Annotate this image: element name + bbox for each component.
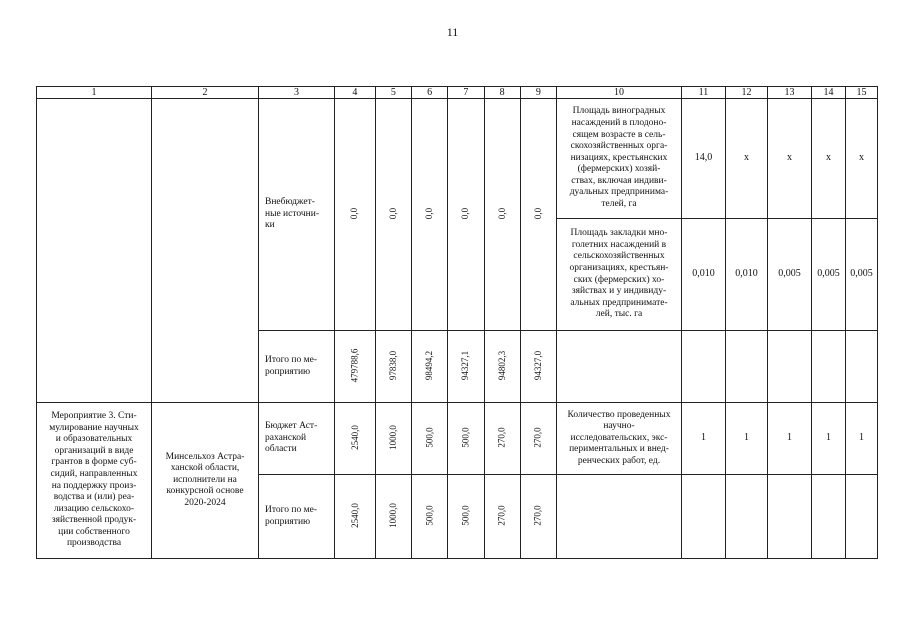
empty-cell [726, 475, 768, 559]
table-row [37, 99, 878, 219]
col-number: 14 [812, 87, 846, 99]
indicator-value: х [726, 99, 768, 219]
indicator-value: х [846, 99, 878, 219]
total-amount: 94802,3 [484, 331, 520, 403]
col-number: 13 [768, 87, 812, 99]
col-number: 1 [37, 87, 152, 99]
indicator-name: Площадь виноградных насаждений в плодоно- сящем возрасте в сель- скохозяйственных орга- низациях, крестьянских (фермерских) хозяй- ствах, включая индиви- дуальных предпринима- телей, га [557, 99, 682, 219]
col-number: 6 [412, 87, 448, 99]
amount-cell: 0,0 [448, 99, 484, 331]
col-number: 15 [846, 87, 878, 99]
total-amount: 97838,0 [375, 331, 411, 403]
empty-cell [682, 475, 726, 559]
empty-cell [557, 475, 682, 559]
total-label: Итого по ме- роприятию [259, 475, 335, 559]
amount-cell: 500,0 [448, 403, 484, 475]
page-number: 11 [446, 25, 459, 39]
total-amount: 270,0 [520, 475, 556, 559]
indicator-name: Площадь закладки мно- голетних насаждений в сельскохозяйственных организациях, крестьян- ских (фермерских) хо- зяйствах и у индивиду- альных предпринимате- лей, тыс. га [557, 219, 682, 331]
total-amount: 479788,6 [335, 331, 376, 403]
total-amount: 2540,0 [335, 475, 376, 559]
activity-cell [37, 99, 152, 403]
col-number: 5 [375, 87, 411, 99]
indicator-value: 0,010 [682, 219, 726, 331]
total-label: Итого по ме- роприятию [259, 331, 335, 403]
indicator-name: Количество проведенных научно- исследовательских, экс- периментальных и внед- ренческих работ, ед. [557, 403, 682, 475]
col-number: 2 [152, 87, 259, 99]
total-amount: 270,0 [484, 475, 520, 559]
indicator-value: 1 [768, 403, 812, 475]
empty-cell [726, 331, 768, 403]
total-amount: 500,0 [448, 475, 484, 559]
amount-cell: 1000,0 [375, 403, 411, 475]
executor-cell [152, 99, 259, 403]
col-number: 4 [335, 87, 376, 99]
col-number: 3 [259, 87, 335, 99]
amount-cell: 0,0 [520, 99, 556, 331]
col-number: 8 [484, 87, 520, 99]
total-amount: 94327,0 [520, 331, 556, 403]
amount-cell: 2540,0 [335, 403, 376, 475]
indicator-value: 1 [682, 403, 726, 475]
empty-cell [846, 331, 878, 403]
empty-cell [846, 475, 878, 559]
column-number-row [37, 87, 878, 99]
indicator-value: 0,005 [812, 219, 846, 331]
total-amount: 500,0 [412, 475, 448, 559]
indicator-value: 1 [846, 403, 878, 475]
total-amount: 98494,2 [412, 331, 448, 403]
empty-cell [812, 475, 846, 559]
col-number: 12 [726, 87, 768, 99]
col-number: 9 [520, 87, 556, 99]
empty-cell [768, 475, 812, 559]
program-table [36, 86, 878, 559]
indicator-value: 0,005 [846, 219, 878, 331]
col-number: 7 [448, 87, 484, 99]
empty-cell [812, 331, 846, 403]
empty-cell [682, 331, 726, 403]
indicator-value: х [812, 99, 846, 219]
executor-description: Минсельхоз Астра- ханской области, исполнители на конкурсной основе 2020-2024 [152, 403, 259, 559]
indicator-value: 14,0 [682, 99, 726, 219]
amount-cell: 0,0 [335, 99, 376, 331]
total-amount: 1000,0 [375, 475, 411, 559]
amount-cell: 0,0 [412, 99, 448, 331]
amount-cell: 500,0 [412, 403, 448, 475]
amount-cell: 0,0 [484, 99, 520, 331]
col-number: 11 [682, 87, 726, 99]
funding-source: Внебюджет- ные источни- ки [259, 99, 335, 331]
total-amount: 94327,1 [448, 331, 484, 403]
funding-source: Бюджет Аст- раханской области [259, 403, 335, 475]
indicator-value: х [768, 99, 812, 219]
indicator-value: 1 [726, 403, 768, 475]
empty-cell [768, 331, 812, 403]
amount-cell: 270,0 [520, 403, 556, 475]
indicator-value: 0,010 [726, 219, 768, 331]
amount-cell: 0,0 [375, 99, 411, 331]
indicator-value: 1 [812, 403, 846, 475]
empty-cell [557, 331, 682, 403]
indicator-value: 0,005 [768, 219, 812, 331]
activity-description: Мероприятие 3. Сти- мулирование научных и образовательных организаций в виде грантов в форме суб- сидий, направленных на поддержку произ- водства и (или) реа- лизацию сельскохо- зяйственной продук- ции собственного производства [37, 403, 152, 559]
table-row [37, 403, 878, 475]
amount-cell: 270,0 [484, 403, 520, 475]
col-number: 10 [557, 87, 682, 99]
